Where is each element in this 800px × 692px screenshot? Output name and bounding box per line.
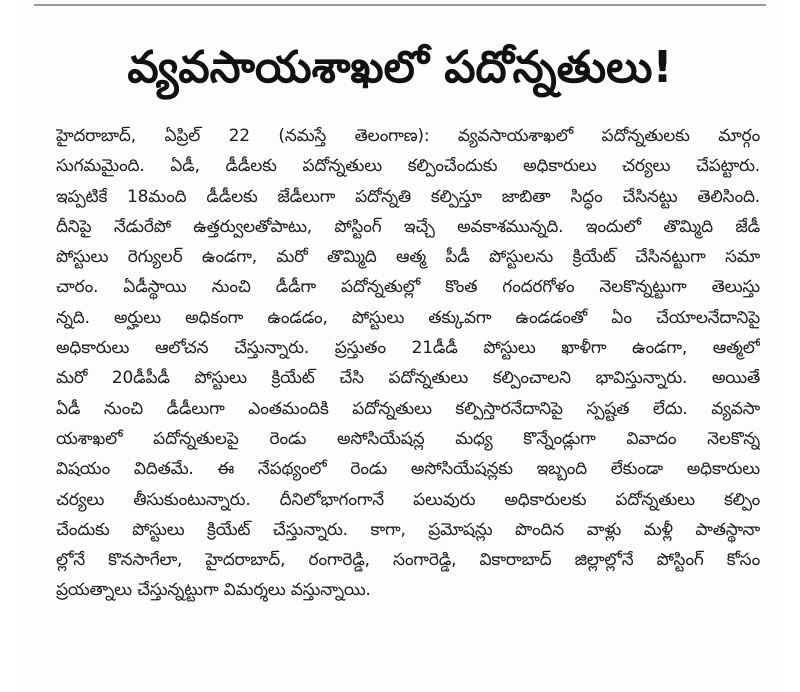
article-body xyxy=(56,121,760,606)
body-line: ఇప్పటికే 18మంది డీడీలకు జేడీలుగా పదోన్నతి కల్పిస్తూ జాబితా సిద్ధం చేసినట్టు తెలిసింది. xyxy=(56,186,760,207)
body-line: అధికారులు ఆలోచన చేస్తున్నారు. ప్రస్తుతం 21డీడీ పోస్టులు ఖాళీగా ఉండగా, ఆత్మలో xyxy=(56,338,760,359)
body-line: చేందుకు పోస్టులు క్రియేట్ చేస్తున్నారు. కాగా, ప్రమోషన్లు పొందిన వాళ్లు మళ్లీ పాతస్థానా xyxy=(56,519,760,540)
newspaper-clipping xyxy=(16,0,784,692)
top-rule xyxy=(34,4,766,6)
article-headline: వ్యవసాయశాఖలో పదోన్నతులు! xyxy=(127,42,673,93)
body-line: ప్రయత్నాలు చేస్తున్నట్టుగా విమర్శలు వస్తున్నాయి. xyxy=(56,580,371,601)
body-line: ఏడీ నుంచి డీడీలుగా ఎంతమందికి పదోన్నతులు కల్పిస్తారనేదానిపై స్పష్టత లేదు. వ్యవసా xyxy=(56,398,760,419)
body-line: యశాఖలో పదోన్నతులపై రెండు అసోసియేషన్ల మధ్య కొన్నేండ్లుగా వివాదం నెలకొన్న xyxy=(56,428,760,449)
body-line: న్నది. అర్హులు అధికంగా ఉండడం, పోస్టులు తక్కువగా ఉండడంతో ఏం చేయాలనేదానిపై xyxy=(56,307,760,328)
body-line: చర్యలు తీసుకుంటున్నారు. దీనిలోభాగంగానే పలువురు అధికారులకు పదోన్నతులు కల్పిం xyxy=(56,489,760,510)
body-line: ల్లోనే కొనసాగేలా, హైదరాబాద్, రంగారెడ్డి, సంగారెడ్డి, వికారాబాద్ జిల్లాల్లోనే పోస్టింగ్ కోసం xyxy=(56,550,760,571)
body-line: చారం. ఏడీస్థాయి నుంచి డీడీగా పదోన్నతుల్లో కొంత గందరగోళం నెలకొన్నట్టుగా తెలుస్తు xyxy=(56,277,760,298)
body-line: పోస్టులు రెగ్యులర్ ఉండగా, మరో తొమ్మిది ఆత్మ పీడీ పోస్టులను క్రియేట్ చేసినట్టుగా సమా xyxy=(56,247,760,268)
body-line: దీనిపై నేడురేపో ఉత్తర్వులతోపాటు, పోస్టింగ్ ఇచ్చే అవకాశమున్నది. ఇందులో తొమ్మిది జేడీ xyxy=(56,216,760,237)
body-line: విషయం విదితమే. ఈ నేపథ్యంలో రెండు అసోసియేషన్లకు ఇబ్బంది లేకుండా అధికారులు xyxy=(56,459,760,480)
body-line: మరో 20డీపీడీ పోస్టులు క్రియేట్ చేసి పదోన్నతులు కల్పించాలని భావిస్తున్నారు. అయితే xyxy=(56,368,760,389)
body-line: హైదరాబాద్, ఏప్రిల్ 22 (నమస్తే తెలంగాణ): వ్యవసాయశాఖలో పదోన్నతులకు మార్గం xyxy=(56,126,760,146)
body-line: సుగమమైంది. ఏడీ, డీడీలకు పదోన్నతులు కల్పించేందుకు అధికారులు చర్యలు చేపట్టారు. xyxy=(56,156,760,177)
